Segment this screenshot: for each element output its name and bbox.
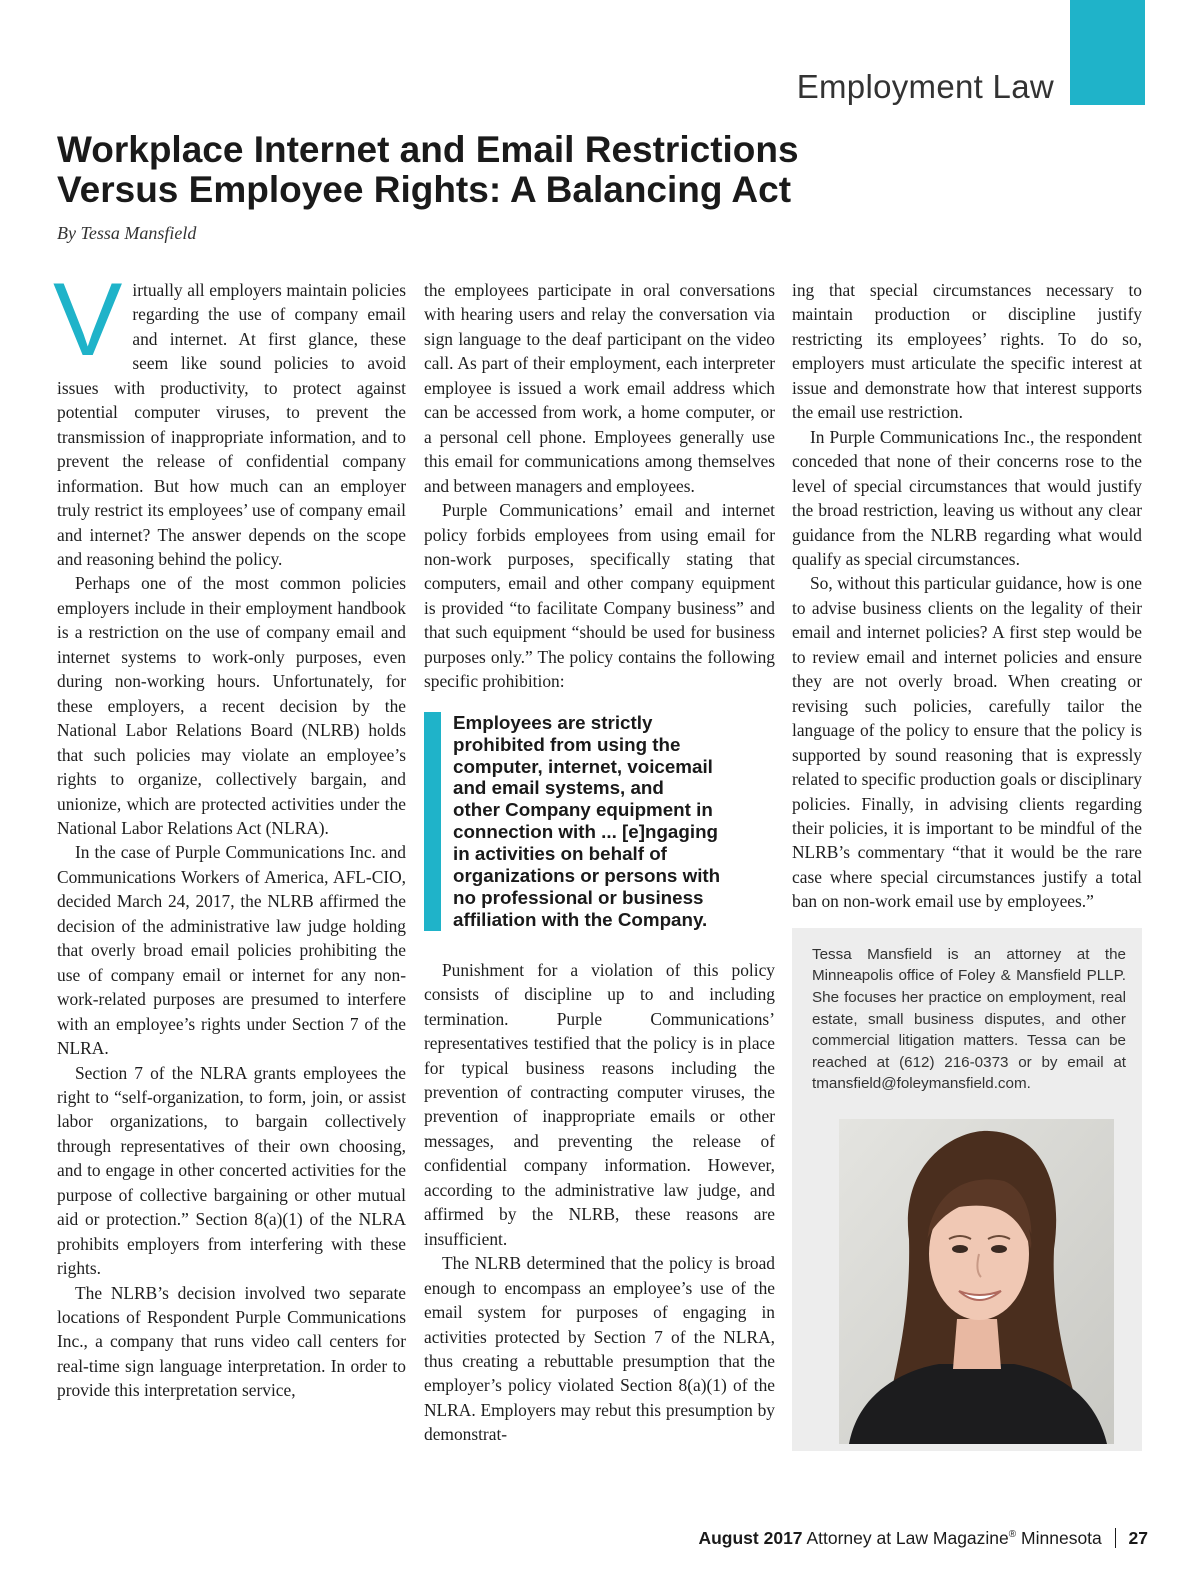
article-headline	[57, 130, 957, 210]
pull-quote	[424, 712, 775, 931]
column-3	[792, 278, 1142, 1451]
pull-quote-line: Employees are strictly	[453, 711, 653, 733]
pull-quote-line: prohibited from using the	[453, 733, 681, 755]
drop-cap: V	[53, 262, 123, 378]
pull-quote-line: computer, internet, voicemail	[453, 755, 713, 777]
paragraph: Purple Communications’ email and internet policy forbids employees from using email for non-work purposes, specifically stating that computers, email and other company equipment is provided “to facilitate Company business” and that such equipment “should be used for business purposes only.” The policy contains the following specific prohibition:	[424, 500, 775, 692]
paragraph: ing that special circumstances necessary to maintain production or discipline justify restricting its employees’ rights. To do so, employers must articulate the specific interest at issue and demonstrate how that interest supports the email use restriction.	[792, 280, 1142, 423]
pull-quote-line: in activities on behalf of	[453, 843, 667, 865]
section-label: Employment Law	[796, 68, 1054, 105]
footer-issue: August 2017	[698, 1528, 803, 1548]
pull-quote-line: other Company equipment in	[453, 799, 713, 821]
column-2	[424, 278, 775, 1447]
paragraph-text: irtually all employers maintain policies regarding the use of company email and internet. At first glance, these seem like sound policies to avoid issues with productivity, to protect against potential computer viruses, to prevent the transmission of inappropriate information, and to prevent the release of confidential company information. But how much can an employer truly restrict its employees’ use of company email and internet? The answer depends on the scope and reasoning behind the policy.	[57, 280, 406, 569]
registered-mark: ®	[1008, 1529, 1017, 1541]
paragraph: In the case of Purple Communications Inc. and Communications Workers of America, AFL-CIO, decided March 24, 2017, the NLRB affirmed the decision of the administrative law judge holding that overly broad email policies prohibiting the use of company email or internet for any non-work-related purposes are presumed to interfere with an employee’s rights under Section 7 of the NLRA.	[57, 842, 406, 1059]
author-photo	[839, 1119, 1114, 1444]
paragraph	[53, 262, 406, 571]
paragraph: the employees participate in oral conversations with hearing users and relay the conversation via sign language to the deaf participant on the video call. As part of their employment, each interpreter employee is issued a work email address which can be accessed from work, a home computer, or a personal cell phone. Employees generally use this email for communications among themselves and between managers and employees.	[424, 280, 775, 496]
headline-line-2: Versus Employee Rights: A Balancing Act	[57, 169, 792, 210]
pull-quote-line: no professional or business	[453, 886, 704, 908]
pull-quote-line: and email systems, and	[453, 777, 664, 799]
paragraph: The NLRB determined that the policy is broad enough to encompass an employee’s use of the email system for purposes of engaging in activities protected by Section 7 of the NLRA, thus creating a rebuttable presumption that the employer’s policy violated Section 8(a)(1) of the NLRA. Employers may rebut this presumption by demonstrat-	[424, 1253, 775, 1445]
paragraph: The NLRB’s decision involved two separate locations of Respondent Purple Communications Inc., a company that runs video call centers for real-time sign language interpretation. In order to provide this interpretation service,	[57, 1282, 406, 1401]
paragraph: So, without this particular guidance, how is one to advise business clients on the legality of their email and internet policies? A first step would be to review email and internet policies and ensure they are not overly broad. When creating or revising such policies, carefully tailor the language of the policy to ensure that the policy is supported by sound reasoning that is expressly related to specific production goals or disciplinary policies. Finally, in advising clients regarding their policies, it is important to be mindful of the NLRB’s commentary “that it would be the rare case where special circumstances justify a total ban on non-work email use by employees.”	[792, 573, 1142, 912]
paragraph: Punishment for a violation of this policy consists of discipline up to and including termination. Purple Communications’ representatives testified that the policy is in place for typical business reasons including the prevention of contracting computer viruses, the prevention of inappropriate emails or other messages, and preventing the release of confidential company information. However, according to the administrative law judge, and affirmed by the NLRB, these reasons are insufficient.	[424, 959, 775, 1249]
column-1	[53, 262, 406, 1403]
author-bio-box	[792, 928, 1142, 1451]
accent-block	[1070, 0, 1145, 105]
footer-region: Minnesota	[1021, 1528, 1102, 1548]
footer-magazine: Attorney at Law Magazine	[806, 1528, 1009, 1548]
page-number: 27	[1128, 1528, 1148, 1548]
author-portrait-image	[839, 1119, 1114, 1444]
paragraph: Section 7 of the NLRA grants employees the right to “self-organization, to form, join, or assist labor organizations, to bargain collectively through representatives of their own choosing, and to engage in other concerted activities for the purpose of collective bargaining or other mutual aid or protection.” Section 8(a)(1) of the NLRA prohibits employers from interfering with these rights.	[57, 1062, 406, 1279]
footer-divider	[1115, 1528, 1116, 1548]
paragraph: Perhaps one of the most common policies employers include in their employment handbook is a restriction on the use of company email and internet systems to work-only purposes, even during non-working hours. Unfortunately, for these employers, a recent decision by the National Labor Relations Board (NLRB) holds that such policies may violate an employee’s rights to organize, collectively bargain, and unionize, which are protected activities under the National Labor Relations Act (NLRA).	[57, 573, 406, 838]
paragraph: In Purple Communications Inc., the respondent conceded that none of their concerns rose to the level of special circumstances that would justify the broad restriction, leaving us without any clear guidance from the NLRB regarding what would qualify as special circumstances.	[792, 426, 1142, 569]
headline-line-1: Workplace Internet and Email Restrictions	[57, 129, 799, 170]
pull-quote-line: connection with ... [e]ngaging	[453, 821, 719, 843]
pull-quote-line: organizations or persons with	[453, 865, 721, 887]
byline: By Tessa Mansfield	[57, 223, 197, 243]
page-footer	[698, 1528, 1148, 1549]
pull-quote-line: affiliation with the Company.	[453, 908, 708, 930]
author-bio: Tessa Mansfield is an attorney at the Minneapolis office of Foley & Mansfield PLLP. She focuses her practice on employment, real estate, small business disputes, and other commercial litigation matters. Tessa can be reached at (612) 216-0373 or by email at tmansfield@foleymansfield.com.	[812, 945, 1126, 1093]
